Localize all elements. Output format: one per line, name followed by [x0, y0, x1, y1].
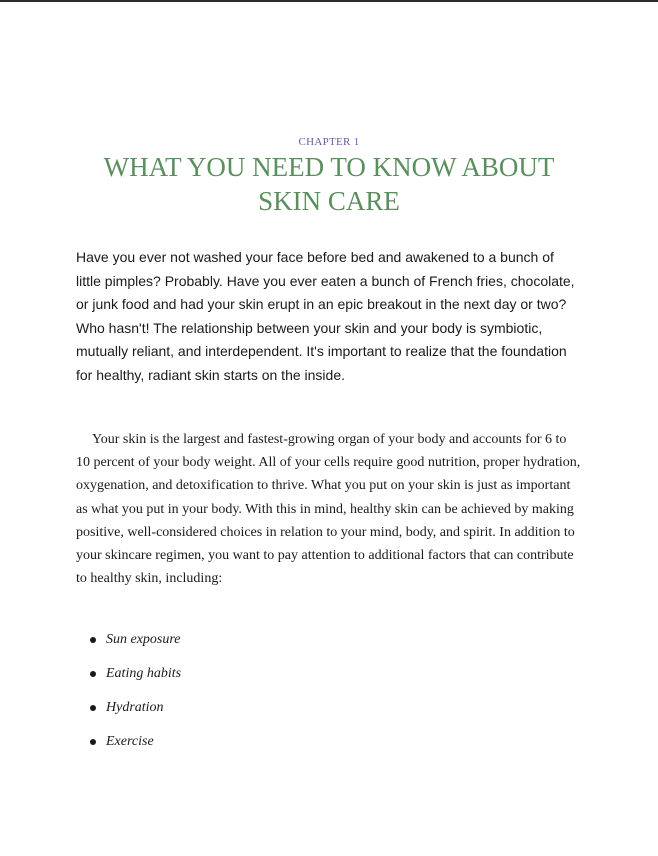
list-item-label: Hydration — [106, 700, 164, 715]
top-border-rule — [0, 0, 658, 2]
list-item — [88, 696, 181, 730]
list-item-label: Sun exposure — [106, 632, 181, 647]
list-item-label: Eating habits — [106, 666, 182, 681]
intro-paragraph: Have you ever not washed your face before bed and awakened to a bunch of little pimples? Probably. Have you ever eaten a bunch of French fries, chocolate, or junk food and had your skin erupt in an epic breakout in the next day or two? Who hasn't! The relationship between your skin and your body is symbiotic, mutually reliant, and interdependent. It's important to realize that the foundation for healthy, radiant skin starts on the inside. — [76, 249, 575, 383]
list-item — [88, 662, 181, 696]
list-item — [88, 730, 181, 764]
bullet-icon — [90, 739, 96, 745]
body-paragraph: Your skin is the largest and fastest-growing organ of your body and accounts for 6 to 10 percent of your body weight. All of your cells require good nutrition, proper hydration, oxygenation, and detoxification to thrive. What you put on your skin is just as important as what you put in your body. With this in mind, healthy skin can be achieved by making positive, well-considered choices in relation to your mind, body, and spirit. In addition to your skincare regimen, you want to pay attention to additional factors that can contribute to healthy skin, including: — [76, 432, 581, 587]
list-item — [88, 628, 181, 662]
bullet-icon — [90, 671, 96, 677]
factors-list — [88, 628, 181, 764]
bullet-icon — [90, 705, 96, 711]
chapter-title: WHAT YOU NEED TO KNOW ABOUT SKIN CARE — [103, 152, 555, 216]
chapter-label: CHAPTER 1 — [298, 136, 360, 148]
bullet-icon — [90, 637, 96, 643]
list-item-label: Exercise — [106, 734, 154, 749]
